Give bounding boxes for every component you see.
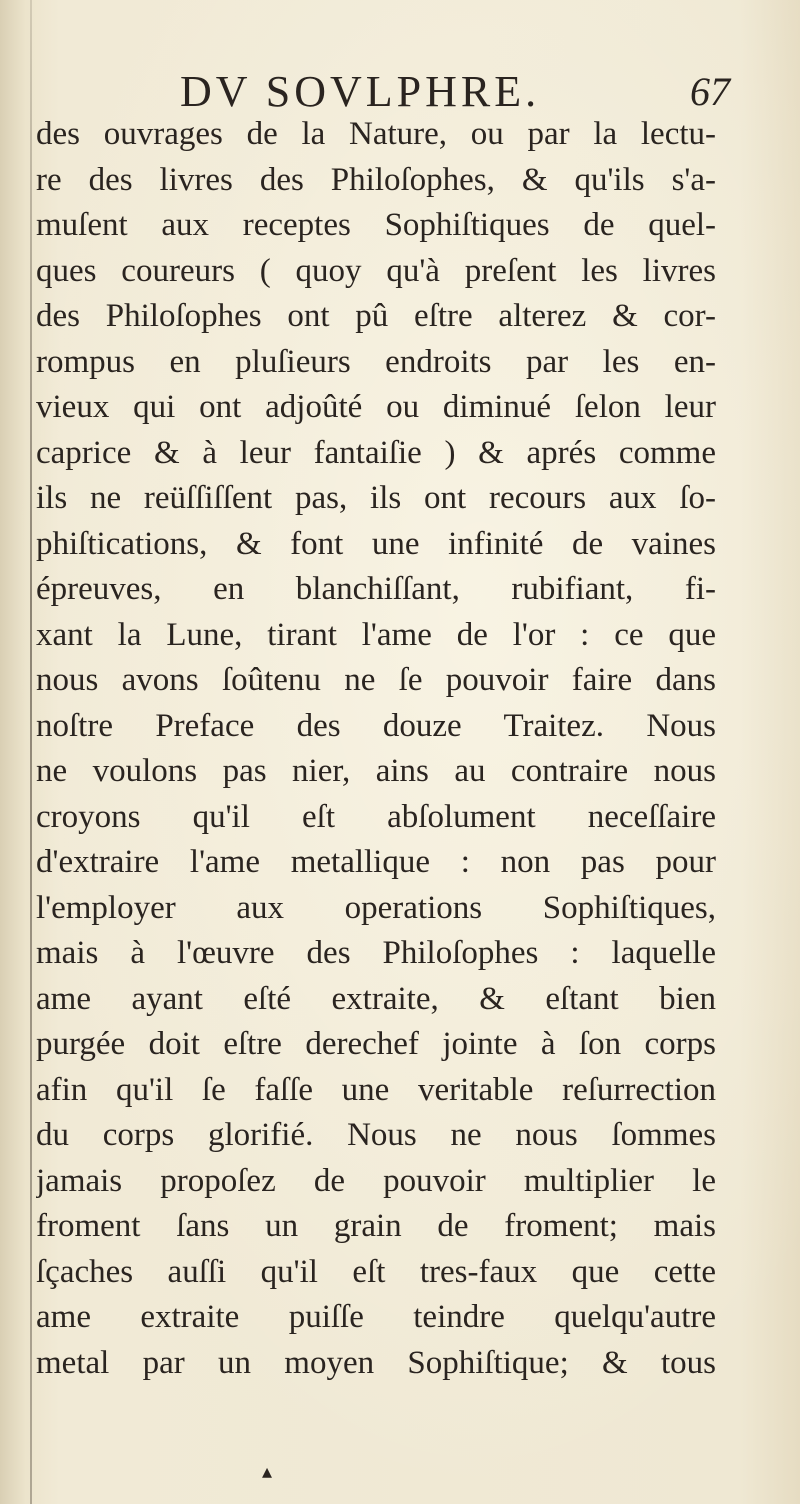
- text-line: mais à l'œuvre des Philoſophes : laquelle: [36, 935, 716, 971]
- text-line: des ouvrages de la Nature, ou par la lectu-: [36, 116, 716, 152]
- text-line: metal par un moyen Sophiſtique; & tous: [36, 1344, 716, 1381]
- text-line: ame ayant eſté extraite, & eſtant bien: [36, 980, 716, 1017]
- text-line: ques coureurs ( quoy qu'à preſent les livres: [36, 252, 716, 289]
- text-line: ſçaches auſſi qu'il eſt tres-faux que cette: [36, 1253, 716, 1290]
- text-line: re des livres des Philoſophes, & qu'ils s'a-: [36, 161, 716, 198]
- text-line: du corps glorifié. Nous ne nous ſommes: [36, 1117, 716, 1153]
- text-line: d'extraire l'ame metallique : non pas pour: [36, 844, 716, 880]
- text-line: purgée doit eſtre derechef jointe à ſon corps: [36, 1026, 716, 1062]
- text-line: rompus en pluſieurs endroits par les en-: [36, 343, 716, 380]
- running-title: DV SOVLPHRE.: [180, 67, 541, 116]
- text-line: muſent aux receptes Sophiſtiques de quel-: [36, 207, 716, 243]
- text-line: ame extraite puiſſe teindre quelqu'autre: [36, 1299, 716, 1335]
- binding-gutter: [30, 0, 32, 1504]
- text-line: noſtre Preface des douze Traitez. Nous: [36, 707, 716, 744]
- text-line: froment ſans un grain de froment; mais: [36, 1208, 716, 1244]
- text-line: jamais propoſez de pouvoir multiplier le: [36, 1162, 716, 1199]
- text-line: l'employer aux operations Sophiſtiques,: [36, 889, 716, 926]
- ink-mark: ▴: [262, 1461, 273, 1483]
- text-line: phiſtications, & font une infinité de vaines: [36, 525, 716, 562]
- page-number: 67: [690, 69, 730, 114]
- text-line: xant la Lune, tirant l'ame de l'or : ce que: [36, 616, 716, 653]
- text-line: des Philoſophes ont pû eſtre alterez & cor-: [36, 298, 716, 334]
- text-line: ne voulons pas nier, ains au contraire nous: [36, 753, 716, 789]
- body-text: [36, 112, 716, 1386]
- text-line: afin qu'il ſe faſſe une veritable reſurrection: [36, 1071, 716, 1108]
- text-line: ils ne reüſſiſſent pas, ils ont recours aux ſo-: [36, 480, 716, 516]
- text-line: vieux qui ont adjoûté ou diminué ſelon leur: [36, 389, 716, 425]
- text-line: caprice & à leur fantaiſie ) & aprés comme: [36, 434, 716, 471]
- text-line: nous avons ſoûtenu ne ſe pouvoir faire dans: [36, 662, 716, 698]
- text-line: épreuves, en blanchiſſant, rubifiant, fi-: [36, 571, 716, 607]
- text-line: croyons qu'il eſt abſolument neceſſaire: [36, 798, 716, 835]
